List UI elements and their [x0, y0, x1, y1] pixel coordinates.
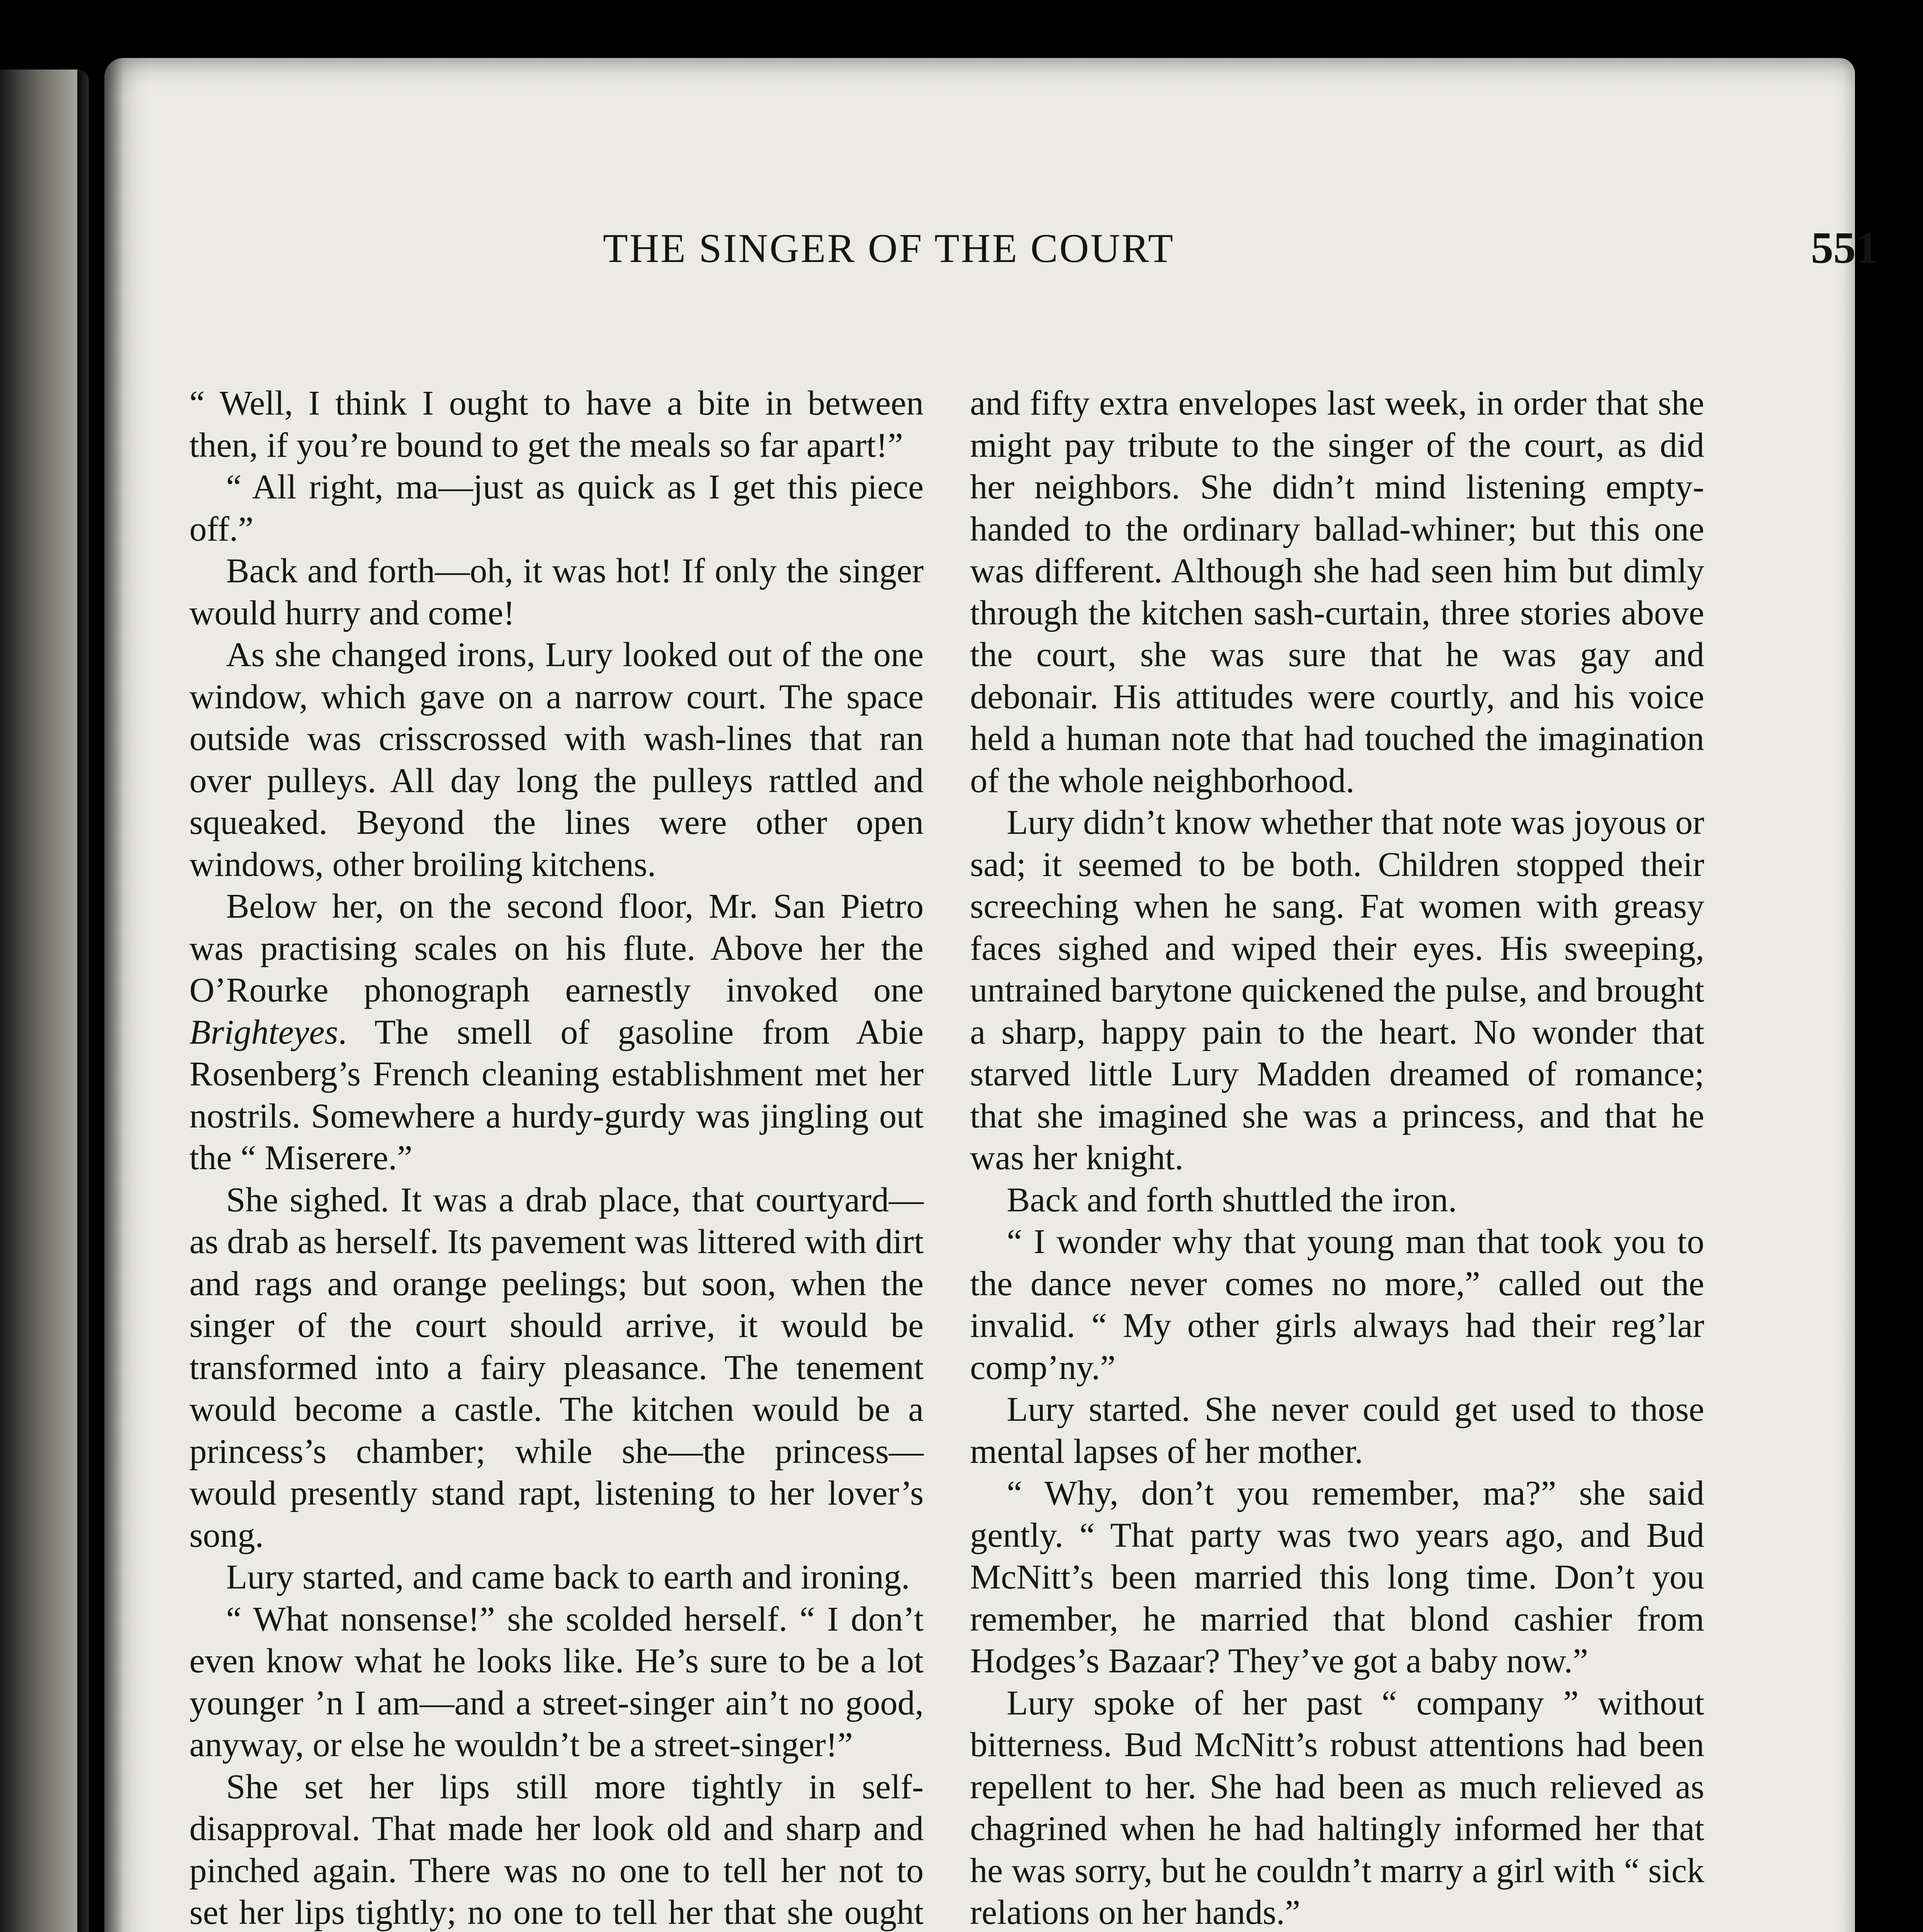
paragraph: “ What nonsense!” she scolded herself. “ I don’t even know what he looks like. He’s sure to be a lot younger ’n I am—and a street-singer ain’t no good, anyway, or else he wouldn’t be a street-singer!” [189, 1600, 924, 1764]
paragraph: “ Why, don’t you remember, ma?” she said gently. “ That party was two years ago, and Bud McNitt’s been married this long time. Don’t you remember, he married that blond cashier from Hodges’s Bazaar? They’ve got a baby now.” [970, 1474, 1704, 1680]
page-header [603, 223, 1878, 313]
paragraph: Lury spoke of her past “ company ” without bitterness. Bud McNitt’s robust attentions had been repellent to her. She had been as much relieved as chagrined when he had haltingly informed her that he was sorry, but he couldn’t marry a girl with “ sick relations on her hands.” [970, 1684, 1704, 1932]
left-text-column [189, 383, 924, 1932]
paragraph: She set her lips still more tightly in self-disapproval. That made her look old and sharp and pinched again. There was no one to tell her not to set her lips tightly; no one to tell her that she ought [189, 1767, 924, 1932]
italic-word: Brighteyes [189, 1013, 338, 1051]
book-page [104, 58, 1878, 1932]
paragraph: Back and forth shuttled the iron. [1007, 1180, 1457, 1219]
paragraph: As she changed irons, Lury looked out of the one window, which gave on a narrow court. The space outside was crisscrossed with wash-lines that ran over pulleys. All day long the pulleys rattled and squeaked. Beyond the lines were other open windows, other broiling kitchens. [189, 636, 924, 884]
paragraph: She sighed. It was a drab place, that courtyard—as drab as herself. Its pavement was littered with dirt and rags and orange peelings; but soon, when the singer of the court should arrive, it would be transformed into a fairy pleasance. The tenement would become a castle. The kitchen would be a princess’s chamber; while she—the princess—would presently stand rapt, listening to her lover’s song. [189, 1180, 924, 1554]
paragraph: Lury started, and came back to earth and ironing. [226, 1558, 910, 1596]
paragraph: and fifty extra envelopes last week, in order that she might pay tribute to the singer of the court, as did her neighbors. She didn’t mind listening empty-handed to the ordinary ballad-whiner; but this one was different. Although she had seen him but dimly through the kitchen sash-curtain, three stories above the court, she was sure that he was gay and debonair. His attitudes were courtly, and his voice held a human note that had touched the imagination of the whole neighborhood. [970, 384, 1704, 800]
paragraph: Back and forth—oh, it was hot! If only the singer would hurry and come! [189, 552, 924, 632]
right-text-column [970, 383, 1704, 1932]
paragraph: “ Well, I think I ought to have a bite in between then, if you’re bound to get the meals so far apart!” [189, 384, 924, 464]
page-number: 551 [1811, 223, 1878, 273]
binding-gutter-shadow [77, 58, 124, 1932]
paragraph: Lury started. She never could get used to those mental lapses of her mother. [970, 1390, 1704, 1471]
paragraph: Below her, on the second floor, Mr. San Pietro was practising scales on his flute. Above her the O’Rourke phonograph earnestly invoked one Brighteyes. The smell of gasoline from Abie Rosenberg’s French cleaning establishment met her nostrils. Somewhere a hurdy-gurdy was jingling out the “ Miserere.” [189, 887, 924, 1177]
previous-page-edge [0, 70, 89, 1932]
paragraph: “ All right, ma—just as quick as I get this piece off.” [189, 468, 924, 548]
paragraph: Lury didn’t know whether that note was joyous or sad; it seemed to be both. Children stopped their screeching when he sang. Fat women with greasy faces sighed and wiped their eyes. His sweeping, untrained barytone quickened the pulse, and brought a sharp, happy pain to the heart. No wonder that starved little Lury Madden dreamed of romance; that she imagined she was a princess, and that he was her knight. [970, 803, 1704, 1177]
running-title: THE SINGER OF THE COURT [603, 226, 1175, 271]
paragraph: “ I wonder why that young man that took you to the dance never comes no more,” called out the invalid. “ My other girls always had their reg’lar comp’ny.” [970, 1223, 1704, 1387]
